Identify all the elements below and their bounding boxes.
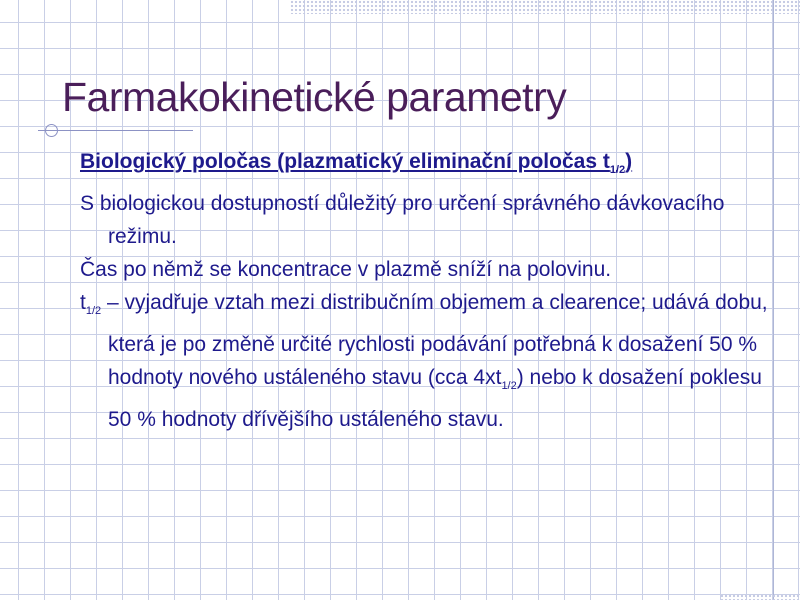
section-heading-close: ) bbox=[625, 150, 633, 173]
bottom-dot-band bbox=[720, 594, 800, 600]
paragraph-bioavailability: S biologickou dostupností důležitý pro určení správného dávkovacího režimu. bbox=[80, 192, 725, 248]
slide-title: Farmakokinetické parametry bbox=[62, 74, 567, 120]
top-dot-band bbox=[290, 0, 800, 14]
section-heading-subscript: 1/2 bbox=[609, 164, 626, 176]
section-heading bbox=[80, 145, 780, 187]
paragraph-half-life bbox=[80, 286, 780, 436]
paragraph-concentration: Čas po němž se koncentrace v plazmě sníží na polovinu. bbox=[80, 258, 612, 281]
half-life-inline-subscript: 1/2 bbox=[501, 380, 517, 392]
half-life-text-part1: – vyjadřuje vztah mezi distribučním objemem a clearence; udává dobu, která je po změně určité rychlosti podávání potřebná k dosažení 50 % hodnoty nového ustáleného stavu (cca 4xt bbox=[101, 291, 768, 389]
half-life-text-part2: ) nebo k dosažení poklesu 50 % hodnoty dřívějšího ustáleného stavu. bbox=[108, 366, 762, 431]
title-underline-rule bbox=[38, 130, 193, 131]
half-life-symbol: t bbox=[80, 291, 86, 314]
slide-content bbox=[80, 145, 780, 436]
half-life-symbol-subscript: 1/2 bbox=[85, 305, 102, 317]
section-heading-text: Biologický poločas (plazmatický eliminační poločas t bbox=[80, 150, 610, 173]
title-rule-circle bbox=[45, 124, 58, 137]
